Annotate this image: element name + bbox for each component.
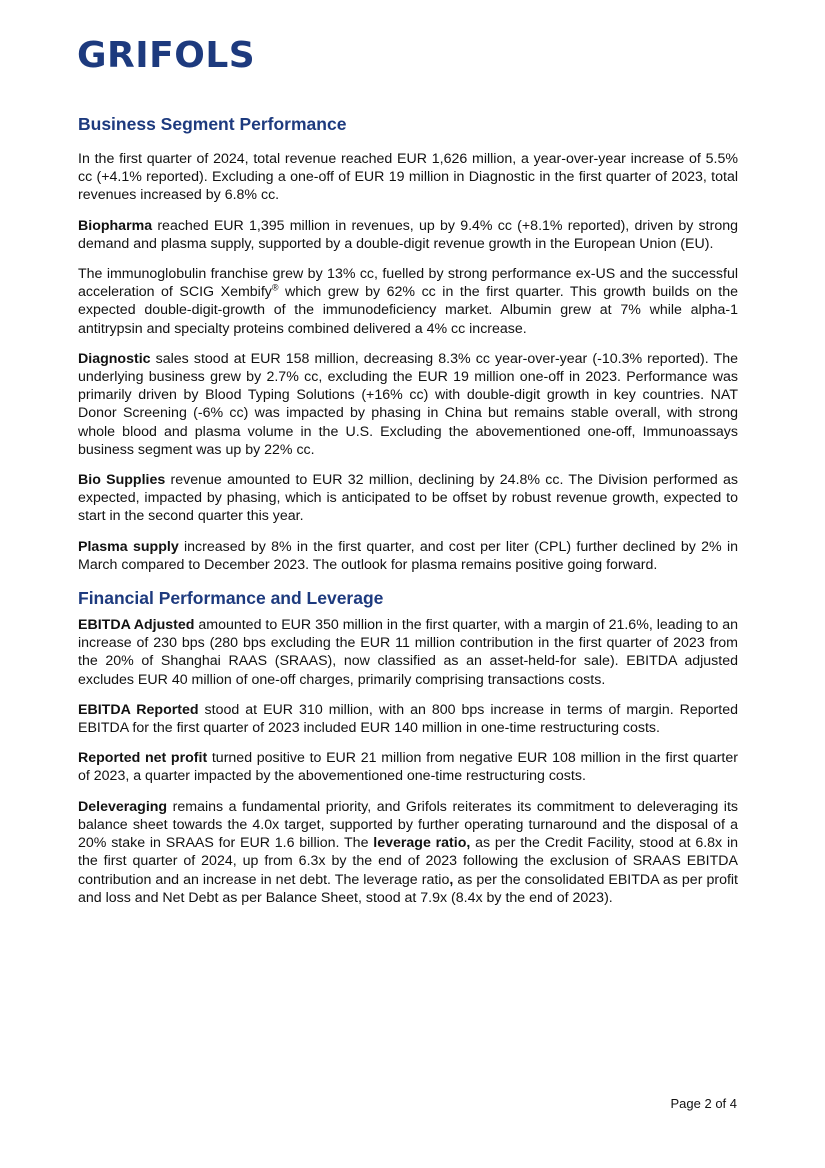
biopharma-paragraph bbox=[78, 217, 738, 253]
ebitda-adjusted-paragraph bbox=[78, 616, 738, 689]
biopharma-text: reached EUR 1,395 million in revenues, up by 9.4% cc (+8.1% reported), driven by strong demand and plasma supply, supported by a double-digit revenue growth in the European Union (EU). bbox=[78, 217, 738, 252]
net-profit-label: Reported net profit bbox=[78, 750, 208, 767]
ebitda-adjusted-text: amounted to EUR 350 million in the first quarter, with a margin of 21.6%, leading to an increase of 230 bps (280 bps excluding the EUR 11 million contribution in the first quarter of 2023 from the 20% of Shanghai RAAS (SRAAS), now classified as an asset-held-for sale). EBITDA adjusted excludes EUR 40 million of one-off charges, primarily comprising transactions costs. bbox=[78, 617, 738, 688]
immunoglobulin-text-b: which grew by 62% cc in the first quarter. This growth builds on the expected double-digit-growth of the immunodeficiency market. Albumin grew at 7% while alpha-1 antitrypsin and specialty proteins combined delivered a 4% cc increase. bbox=[78, 284, 738, 337]
revenue-paragraph: In the first quarter of 2024, total revenue reached EUR 1,626 million, a year-over-year increase of 5.5% cc (+4.1% reported). Excluding a one-off of EUR 19 million in Diagnostic in the first quarter of 2023, total revenues increased by 6.8% cc. bbox=[78, 151, 738, 204]
ebitda-adjusted-label: EBITDA Adjusted bbox=[78, 617, 195, 634]
plasma-supply-paragraph bbox=[78, 538, 738, 574]
deleveraging-text-c: as per the consolidated EBITDA as per profit and loss and Net Debt as per Balance Sheet, stood at 7.9x (8.4x by the end of 2023). bbox=[78, 871, 739, 906]
immunoglobulin-paragraph bbox=[78, 265, 738, 338]
grifols-logo: GRIFOLS bbox=[77, 35, 256, 76]
financial-performance-heading: Financial Performance and Leverage bbox=[78, 588, 384, 609]
leverage-comma: , bbox=[449, 871, 454, 888]
net-profit-paragraph bbox=[78, 749, 738, 785]
ebitda-reported-label: EBITDA Reported bbox=[78, 701, 199, 718]
leverage-ratio-label: leverage ratio, bbox=[373, 835, 471, 852]
ebitda-reported-paragraph bbox=[78, 701, 738, 737]
diagnostic-paragraph bbox=[78, 350, 738, 459]
deleveraging-text-b: as per the Credit Facility, stood at 6.8x in the first quarter of 2024, up from 6.3x by the end of 2023 following the exclusion of SRAAS EBITDA contribution and an increase in net debt. The leverage ratio bbox=[78, 835, 738, 888]
immunoglobulin-text-a: The immunoglobulin franchise grew by 13% cc, fuelled by strong performance ex-US and the successful acceleration of SCIG Xembify bbox=[78, 266, 738, 301]
bio-supplies-label: Bio Supplies bbox=[78, 472, 166, 489]
diagnostic-label: Diagnostic bbox=[78, 350, 151, 367]
deleveraging-text-a: remains a fundamental priority, and Grifols reiterates its commitment to deleveraging its balance sheet towards the 4.0x target, supported by further operating turnaround and the disposal of a 20% stake in SRAAS for EUR 1.6 billion. The bbox=[78, 798, 738, 852]
page-number: Page 2 of 4 bbox=[670, 1096, 737, 1111]
bio-supplies-paragraph bbox=[78, 471, 738, 526]
bio-supplies-text: revenue amounted to EUR 32 million, declining by 24.8% cc. The Division performed as expected, impacted by phasing, which is anticipated to be offset by robust revenue growth, expected to start in the second quarter this year. bbox=[78, 472, 739, 525]
registered-mark: ® bbox=[271, 282, 279, 293]
ebitda-reported-text: stood at EUR 310 million, with an 800 bps increase in terms of margin. Reported EBITDA for the first quarter of 2023 included EUR 140 million in one-time restructuring costs. bbox=[78, 701, 739, 737]
deleveraging-label: Deleveraging bbox=[78, 798, 168, 815]
plasma-supply-label: Plasma supply bbox=[78, 538, 179, 555]
document-body bbox=[78, 112, 738, 919]
net-profit-text: turned positive to EUR 21 million from negative EUR 108 million in the first quarter of 2023, a quarter impacted by the abovementioned one-time restructuring costs. bbox=[78, 750, 738, 785]
diagnostic-text: sales stood at EUR 158 million, decreasing 8.3% cc year-over-year (-10.3% reported). The underlying business grew by 2.7% cc, excluding the EUR 19 million one-off in 2023. Performance was primarily driven by Blood Typing Solutions (+16% cc) with double-digit growth in key countries. NAT Donor Screening (-6% cc) was impacted by phasing in China but remains stable overall, with strong whole blood and plasma volume in the U.S. Excluding the abovementioned one-off, Immunoassays business segment was up by 22% cc. bbox=[78, 350, 738, 458]
business-segment-heading: Business Segment Performance bbox=[78, 114, 347, 134]
plasma-supply-text: increased by 8% in the first quarter, and cost per liter (CPL) further declined by 2% in March compared to December 2023. The outlook for plasma remains positive going forward. bbox=[78, 538, 738, 573]
deleveraging-paragraph bbox=[78, 798, 738, 907]
biopharma-label: Biopharma bbox=[78, 217, 153, 234]
